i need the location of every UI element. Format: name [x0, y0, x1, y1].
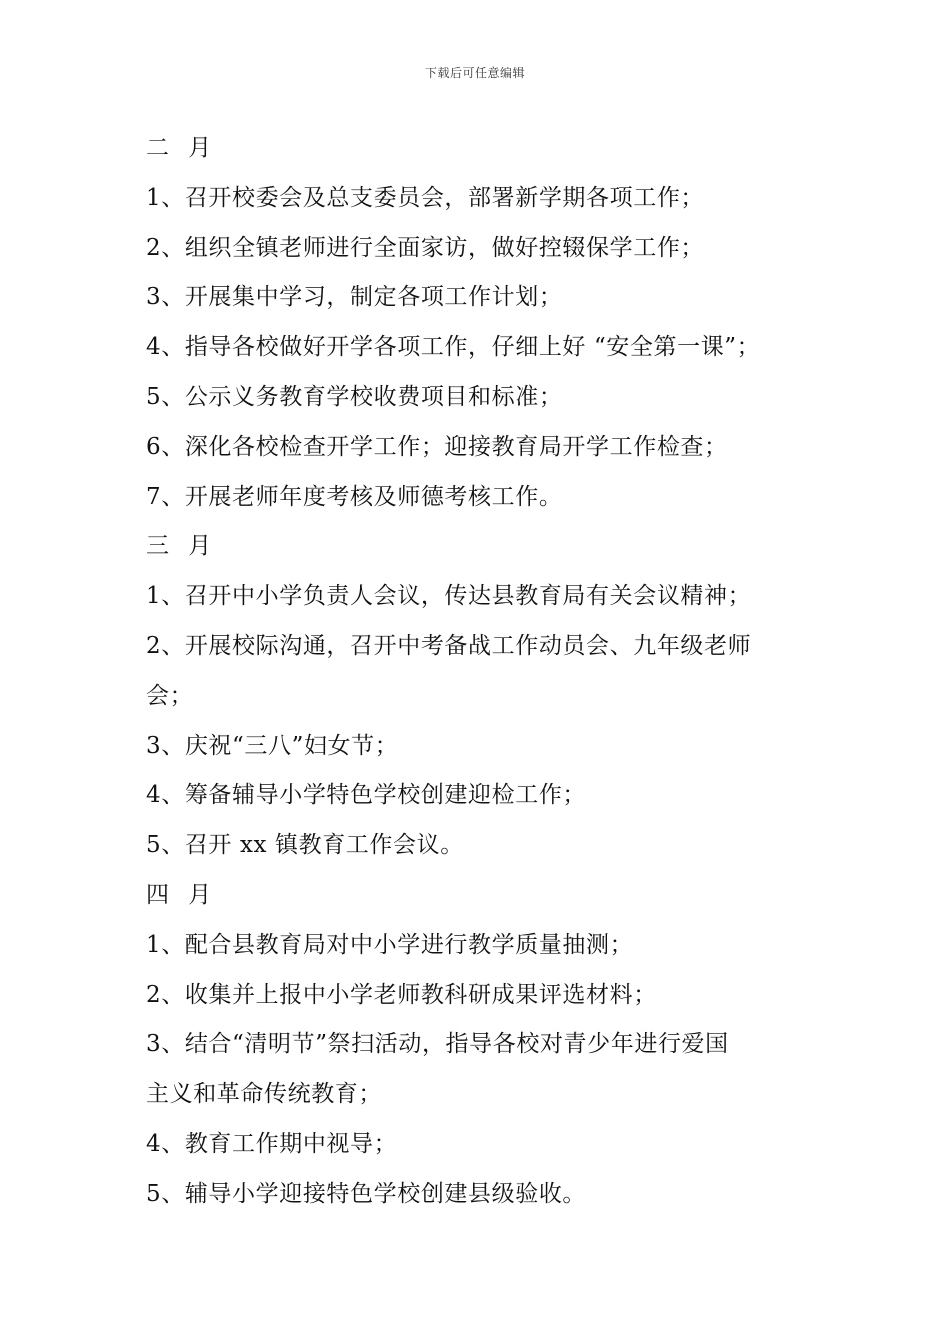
list-item: 2、组织全镇老师进行全面家访，做好控辍保学工作； — [146, 234, 705, 261]
document-body — [146, 124, 816, 1220]
list-item: 3、开展集中学习，制定各项工作计划； — [146, 284, 563, 311]
list-item-continuation: 主义和革命传统教育； — [146, 1081, 382, 1108]
list-item: 3、庆祝“三八”妇女节； — [146, 732, 399, 759]
list-item: 4、教育工作期中视导； — [146, 1130, 398, 1157]
month-heading: 四 月 — [146, 881, 218, 908]
list-item-continuation: 会； — [146, 682, 194, 709]
list-item: 5、辅导小学迎接特色学校创建县级验收。 — [146, 1180, 587, 1207]
list-item: 1、配合县教育局对中小学进行教学质量抽测； — [146, 931, 634, 958]
page-header-note: 下载后可任意编辑 — [424, 66, 525, 80]
list-item: 4、筹备辅导小学特色学校创建迎检工作； — [146, 782, 587, 809]
month-heading: 三 月 — [146, 533, 218, 560]
list-item: 6、深化各校检查开学工作；迎接教育局开学工作检查； — [146, 433, 728, 460]
list-item: 5、召开 xx 镇教育工作会议。 — [146, 832, 464, 859]
list-item: 1、召开校委会及总支委员会，部署新学期各项工作； — [146, 184, 705, 211]
list-item: 4、指导各校做好开学各项工作，仔细上好 “安全第一课”； — [146, 334, 761, 361]
list-item: 3、结合“清明节”祭扫活动，指导各校对青少年进行爱国 — [146, 1031, 729, 1058]
list-item: 2、开展校际沟通，召开中考备战工作动员会、九年级老师 — [146, 632, 752, 659]
month-heading: 二 月 — [146, 135, 218, 161]
list-item: 7、开展老师年度考核及师德考核工作。 — [146, 483, 563, 510]
list-item: 2、收集并上报中小学老师教科研成果评选材料； — [146, 981, 657, 1008]
list-item: 1、召开中小学负责人会议，传达县教育局有关会议精神； — [146, 583, 752, 610]
list-item: 5、公示义务教育学校收费项目和标准； — [146, 383, 563, 410]
